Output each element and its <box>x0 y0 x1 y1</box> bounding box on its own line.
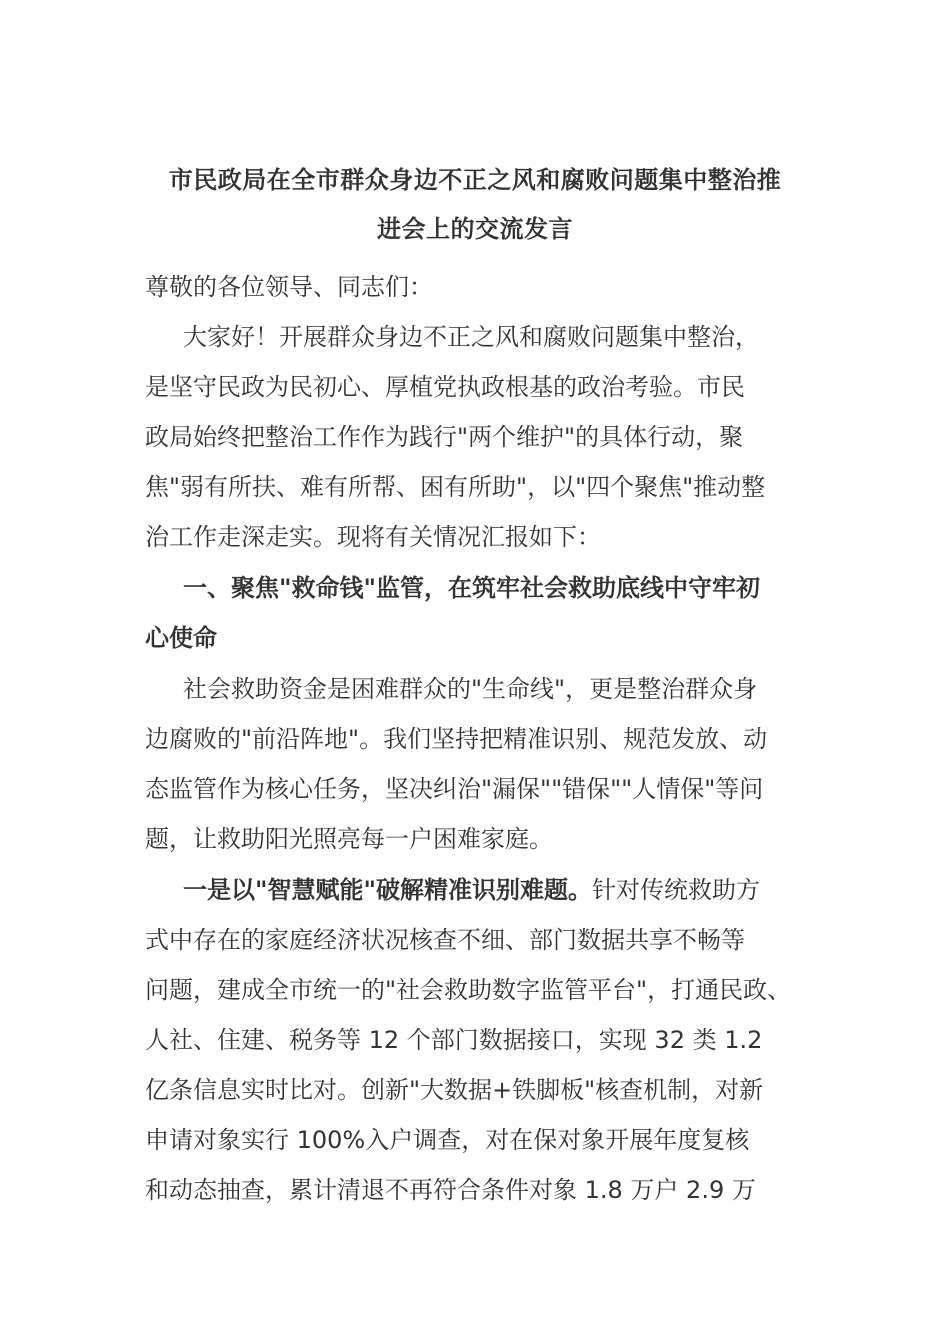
point-1-line: 申请对象实行 100%入户调查，对在保对象开展年度复核 <box>145 1126 750 1154</box>
section-1-paragraph-line: 边腐败的"前沿阵地"。我们坚持把精准识别、规范发放、动 <box>145 725 768 753</box>
point-1-line-rest: 针对传统救助方 <box>592 876 761 904</box>
point-1-lead: 一是以"智慧赋能"破解精准识别难题。 <box>183 876 593 904</box>
section-1-heading-line: 一、聚焦"救命钱"监管，在筑牢社会救助底线中守牢初 <box>183 574 761 602</box>
point-1-line: 和动态抽查，累计清退不再符合条件对象 1.8 万户 2.9 万 <box>145 1176 756 1204</box>
salutation: 尊敬的各位领导、同志们： <box>145 273 433 301</box>
intro-line: 治工作走深走实。现将有关情况汇报如下： <box>145 523 601 551</box>
point-1-line: 式中存在的家庭经济状况核查不细、部门数据共享不畅等 <box>145 926 745 954</box>
point-1-line: 人社、住建、税务等 12 个部门数据接口，实现 32 类 1.2 <box>145 1026 763 1054</box>
section-1-heading-line: 心使命 <box>145 624 217 652</box>
document-title-line-2: 进会上的交流发言 <box>377 215 573 243</box>
intro-line: 大家好！开展群众身边不正之风和腐败问题集中整治， <box>183 323 759 351</box>
point-1-line: 问题，建成全市统一的"社会救助数字监管平台"，打通民政、 <box>145 976 792 1004</box>
section-1-paragraph-line: 题，让救助阳光照亮每一户困难家庭。 <box>145 825 553 853</box>
point-1-line: 亿条信息实时比对。创新"大数据+铁脚板"核查机制，对新 <box>145 1076 764 1104</box>
intro-line: 政局始终把整治工作作为践行"两个维护"的具体行动，聚 <box>145 423 744 451</box>
intro-line: 是坚守民政为民初心、厚植党执政根基的政治考验。市民 <box>145 373 745 401</box>
section-1-paragraph-line: 态监管作为核心任务，坚决纠治"漏保""错保""人情保"等问 <box>145 775 764 803</box>
document-title-line-1: 市民政局在全市群众身边不正之风和腐败问题集中整治推 <box>168 166 782 194</box>
point-1-first-line <box>183 875 760 905</box>
intro-line: 焦"弱有所扶、难有所帮、困有所助"，以"四个聚焦"推动整 <box>145 473 766 501</box>
section-1-paragraph-line: 社会救助资金是困难群众的"生命线"，更是整治群众身 <box>183 675 758 703</box>
